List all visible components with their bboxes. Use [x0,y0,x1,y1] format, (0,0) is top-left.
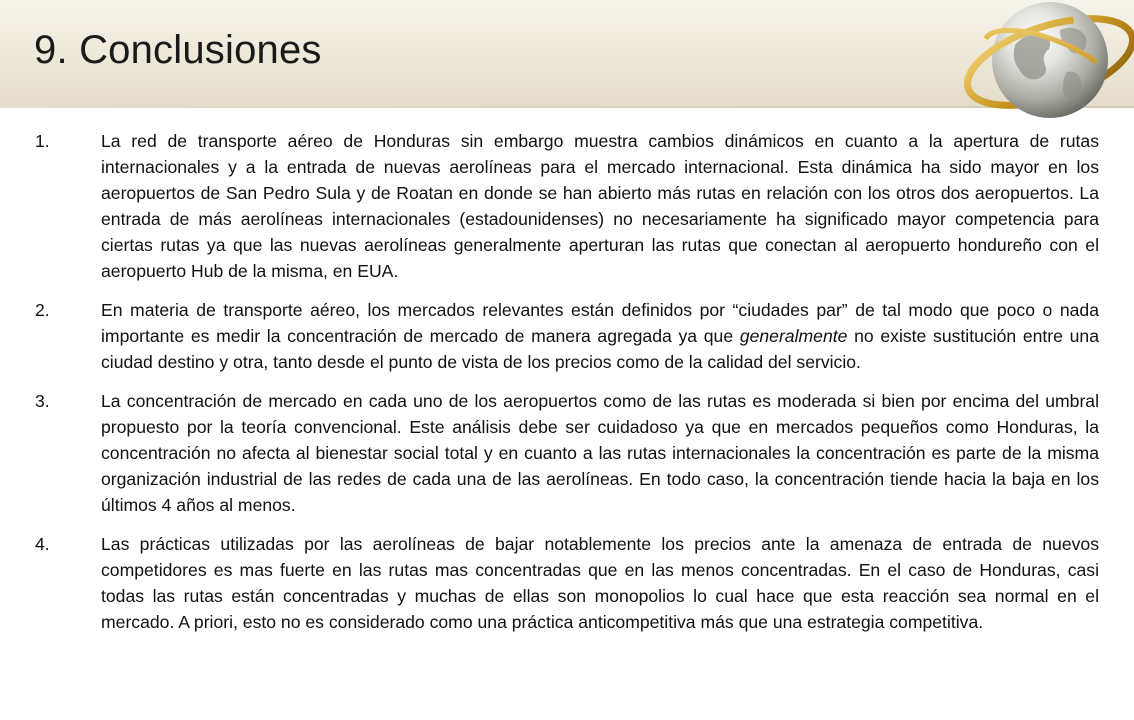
list-item-text [101,297,1099,375]
list-item-number: 2. [35,300,50,320]
list-item-number: 3. [35,391,50,411]
list-item-number: 4. [35,534,50,554]
text-segment: En materia de transporte aéreo, los mercados relevantes están definidos por “ciudades par” de tal modo que poco o nada importante es medir la concentración de mercado de manera agregada ya que [101,300,1099,346]
conclusions-list [35,128,1099,648]
list-item-text: Las prácticas utilizadas por las aerolíneas de bajar notablemente los precios ante la amenaza de entrada de nuevos competidores es mas fuerte en las rutas mas concentradas que en las menos concentradas. En el caso de Honduras, casi todas las rutas están concentradas y muchas de ellas son monopolios lo cual hace que esta reacción sea normal en el mercado. A priori, esto no es considerado como una práctica anticompetitiva más que una estrategia competitiva. [101,534,1099,632]
list-item [35,531,1099,635]
list-item [35,388,1099,518]
slide-title: 9. Conclusiones [34,28,322,72]
list-item-text: La concentración de mercado en cada uno de los aeropuertos como de las rutas es moderada si bien por encima del umbral propuesto por la teoría convencional. Este análisis debe ser cuidadoso ya que en mercados pequeños como Honduras, la concentración no afecta al bienestar social total y en cuanto a las rutas internacionales la concentración es parte de la misma organización industrial de las redes de cada una de las aerolíneas. En todo caso, la concentración tiende hacia la baja en los últimos 4 años al menos. [101,391,1099,515]
list-item [35,297,1099,375]
list-item-number: 1. [35,131,50,151]
list-item-text: La red de transporte aéreo de Honduras sin embargo muestra cambios dinámicos en cuanto a la apertura de rutas internacionales y a la entrada de nuevas aerolíneas para el mercado internacional. Esta dinámica ha sido mayor en los aeropuertos de San Pedro Sula y de Roatan en donde se han abierto más rutas en relación con los otros dos aeropuertos. La entrada de más aerolíneas internacionales (estadounidenses) no necesariamente ha significado mayor competencia para ciertas rutas ya que las nuevas aerolíneas generalmente aperturan las rutas que conectan al aeropuerto hondureño con el aeropuerto Hub de la misma, en EUA. [101,131,1099,281]
text-segment: no existe sustitución entre una ciudad destino y otra, tanto desde el punto de vista de los precios como de la calidad del servicio. [101,326,1099,372]
italic-text: generalmente [739,326,848,346]
list-item [35,128,1099,284]
